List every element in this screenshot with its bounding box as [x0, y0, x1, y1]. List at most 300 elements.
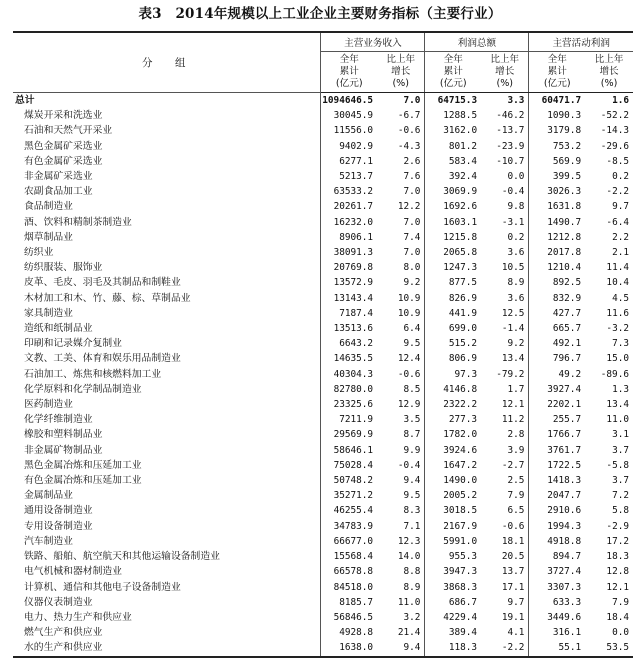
- operating-profit-growth: 9.7: [612, 201, 629, 213]
- cumulative-subheader-line: 累计: [443, 66, 463, 77]
- revenue-value: 7211.9: [321, 412, 377, 427]
- operating-profit-growth: 4.5: [612, 292, 629, 304]
- industry-name: 文教、工美、体育和娱乐用品制造业: [24, 353, 181, 365]
- profit-value: 64715.3: [425, 93, 481, 109]
- revenue-growth: 8.3: [403, 505, 421, 517]
- cumulative-subheader-line: 全年: [547, 54, 567, 65]
- operating-profit-value: 3179.8: [529, 123, 585, 138]
- revenue-value: 30045.9: [321, 108, 377, 123]
- industry-name: 化学原料和化学制品制造业: [24, 383, 142, 395]
- operating-profit-value: 316.1: [529, 625, 585, 640]
- operating-profit-growth: -2.9: [606, 520, 629, 532]
- operating-profit-value: 892.5: [529, 275, 585, 290]
- profit-value: 118.3: [425, 640, 481, 656]
- profit-growth: 20.5: [501, 551, 525, 563]
- revenue-growth: 3.5: [403, 414, 421, 426]
- operating-profit-value: 894.7: [529, 549, 585, 564]
- cumulative-subheader-line: (亿元): [543, 78, 571, 89]
- table-row: [13, 458, 633, 473]
- profit-growth: 17.1: [501, 581, 525, 593]
- revenue-growth: -0.6: [397, 125, 421, 137]
- profit-value: 1647.2: [425, 458, 481, 473]
- operating-profit-growth: 0.2: [612, 171, 629, 183]
- revenue-value: 29569.9: [321, 427, 377, 442]
- operating-profit-growth: 1.3: [612, 383, 629, 395]
- table-row: [13, 610, 633, 625]
- operating-profit-growth: 2.2: [612, 231, 629, 243]
- revenue-growth: 3.2: [403, 611, 421, 623]
- industry-name: 木材加工和木、竹、藤、棕、草制品业: [24, 292, 191, 304]
- revenue-growth: 7.0: [403, 216, 421, 228]
- profit-growth: 9.7: [507, 596, 525, 608]
- operating-profit-growth: 1.6: [612, 95, 629, 106]
- operating-profit-value: 55.1: [529, 640, 585, 656]
- operating-profit-growth: -14.3: [600, 125, 629, 137]
- revenue-growth: 8.8: [403, 566, 421, 578]
- profit-growth: 0.0: [507, 171, 525, 183]
- profit-growth: 8.9: [507, 277, 525, 289]
- profit-growth: 1.7: [507, 383, 525, 395]
- revenue-growth: 7.0: [403, 95, 421, 106]
- profit-growth: 9.8: [507, 201, 525, 213]
- operating-profit-growth: 12.1: [606, 581, 629, 593]
- operating-profit-value: 665.7: [529, 321, 585, 336]
- profit-growth: 13.4: [501, 353, 525, 365]
- industry-name: 电气机械和器材制造业: [24, 566, 122, 578]
- profit-value: 699.0: [425, 321, 481, 336]
- table-row: [13, 382, 633, 397]
- table-row: [13, 154, 633, 169]
- profit-growth: -3.1: [501, 216, 525, 228]
- profit-growth: -0.4: [501, 186, 525, 198]
- profit-value: 955.3: [425, 549, 481, 564]
- cumulative-subheader: [529, 52, 585, 93]
- profit-growth: 2.8: [507, 429, 525, 441]
- profit-growth: 18.1: [501, 535, 525, 547]
- cumulative-subheader: [321, 52, 377, 93]
- revenue-growth: 8.9: [403, 581, 421, 593]
- table-row: [13, 564, 633, 579]
- profit-value: 1692.6: [425, 199, 481, 214]
- table-row: [13, 139, 633, 154]
- table-row: [13, 503, 633, 518]
- industry-name: 橡胶和塑料制品业: [24, 429, 103, 441]
- industry-name: 仪器仪表制造业: [24, 596, 93, 608]
- operating-profit-group-header: 主营活动利润: [529, 32, 633, 52]
- table-row: [13, 640, 633, 656]
- table-row: [13, 169, 633, 184]
- revenue-growth: 11.0: [397, 596, 421, 608]
- revenue-growth: 9.9: [403, 444, 421, 456]
- profit-value: 4146.8: [425, 382, 481, 397]
- revenue-value: 20769.8: [321, 260, 377, 275]
- profit-value: 686.7: [425, 595, 481, 610]
- operating-profit-value: 2017.8: [529, 245, 585, 260]
- operating-profit-growth: 11.6: [606, 307, 629, 319]
- table-row: [13, 488, 633, 503]
- cumulative-subheader-line: (亿元): [439, 78, 467, 89]
- revenue-growth: 9.4: [377, 640, 425, 656]
- industry-name: 铁路、船舶、航空航天和其他运输设备制造业: [24, 551, 220, 563]
- table-row: [13, 580, 633, 595]
- profit-growth: 3.6: [507, 292, 525, 304]
- revenue-growth: -0.4: [397, 459, 421, 471]
- operating-profit-value: 1418.3: [529, 473, 585, 488]
- total-row: [13, 93, 633, 109]
- revenue-growth: 7.4: [403, 231, 421, 243]
- revenue-growth: 12.3: [397, 535, 421, 547]
- revenue-growth: 6.4: [403, 323, 421, 335]
- operating-profit-value: 3761.7: [529, 443, 585, 458]
- revenue-growth: 8.0: [403, 262, 421, 274]
- table-row: [13, 215, 633, 230]
- table-row: [13, 595, 633, 610]
- operating-profit-growth: 12.8: [606, 566, 629, 578]
- profit-growth: -0.6: [501, 520, 525, 532]
- operating-profit-value: 832.9: [529, 291, 585, 306]
- revenue-growth: 9.5: [403, 338, 421, 350]
- operating-profit-growth: -29.6: [600, 140, 629, 152]
- operating-profit-value: 427.7: [529, 306, 585, 321]
- profit-value: 3162.0: [425, 123, 481, 138]
- table-row: [13, 108, 633, 123]
- profit-growth: 2.5: [507, 475, 525, 487]
- revenue-value: 35271.2: [321, 488, 377, 503]
- operating-profit-value: 3927.4: [529, 382, 585, 397]
- operating-profit-growth: -6.4: [606, 216, 629, 228]
- operating-profit-value: 1490.7: [529, 215, 585, 230]
- operating-profit-growth: 7.2: [612, 490, 629, 502]
- revenue-growth: 10.9: [397, 307, 421, 319]
- revenue-growth: 14.0: [397, 551, 421, 563]
- table-row: [13, 184, 633, 199]
- revenue-growth: 12.9: [397, 399, 421, 411]
- profit-value: 3069.9: [425, 184, 481, 199]
- operating-profit-growth: 13.4: [606, 399, 629, 411]
- table-row: [13, 427, 633, 442]
- growth-subheader-line: 比上年: [594, 54, 624, 65]
- revenue-value: 16232.0: [321, 215, 377, 230]
- profit-value: 515.2: [425, 336, 481, 351]
- revenue-value: 34783.9: [321, 519, 377, 534]
- revenue-value: 1094646.5: [321, 93, 377, 109]
- profit-value: 1603.1: [425, 215, 481, 230]
- profit-value: 4229.4: [425, 610, 481, 625]
- industry-name: 石油加工、炼焦和核燃料加工业: [24, 368, 162, 380]
- profit-growth: 3.9: [507, 444, 525, 456]
- profit-growth: 6.5: [507, 505, 525, 517]
- operating-profit-growth: 18.3: [606, 551, 629, 563]
- operating-profit-growth: 2.1: [612, 247, 629, 259]
- profit-growth: 9.2: [507, 338, 525, 350]
- industry-name: 燃气生产和供应业: [24, 627, 103, 639]
- operating-profit-growth: 7.9: [612, 596, 629, 608]
- revenue-value: 8185.7: [321, 595, 377, 610]
- industry-name: 黑色金属冶炼和压延加工业: [24, 459, 142, 471]
- operating-profit-growth: 18.4: [606, 611, 629, 623]
- revenue-value: 13513.6: [321, 321, 377, 336]
- revenue-growth: 8.7: [403, 429, 421, 441]
- profit-growth: -1.4: [501, 323, 525, 335]
- industry-name: 家具制造业: [24, 307, 73, 319]
- growth-subheader-line: 比上年: [490, 54, 520, 65]
- industry-name: 造纸和纸制品业: [24, 323, 93, 335]
- industry-name: 纺织业: [24, 247, 54, 259]
- cumulative-subheader-line: 全年: [443, 54, 463, 65]
- revenue-growth: 7.0: [403, 186, 421, 198]
- profit-value: 389.4: [425, 625, 481, 640]
- profit-value: 97.3: [425, 367, 481, 382]
- table-row: [13, 275, 633, 290]
- industry-name: 农副食品加工业: [24, 186, 93, 198]
- profit-growth: -2.7: [501, 459, 525, 471]
- cumulative-subheader: [425, 52, 481, 93]
- operating-profit-value: 3026.3: [529, 184, 585, 199]
- profit-growth: 12.1: [501, 399, 525, 411]
- table-row: [13, 625, 633, 640]
- cumulative-subheader-line: 累计: [339, 66, 359, 77]
- industry-name: 非金属矿采选业: [24, 171, 93, 183]
- revenue-value: 14635.5: [321, 351, 377, 366]
- profit-value: 826.9: [425, 291, 481, 306]
- industry-name: 通用设备制造业: [24, 505, 93, 517]
- operating-profit-value: 492.1: [529, 336, 585, 351]
- profit-growth: -10.7: [496, 155, 525, 167]
- table-row: [13, 534, 633, 549]
- revenue-value: 8906.1: [321, 230, 377, 245]
- operating-profit-growth: -5.8: [606, 459, 629, 471]
- growth-subheader-line: 增长: [599, 66, 619, 77]
- revenue-value: 6643.2: [321, 336, 377, 351]
- industry-name: 汽车制造业: [24, 535, 73, 547]
- revenue-growth: -6.7: [397, 110, 421, 122]
- revenue-value: 13572.9: [321, 275, 377, 290]
- industry-name: 烟草制品业: [24, 231, 73, 243]
- table-row: [13, 336, 633, 351]
- operating-profit-value: 1631.8: [529, 199, 585, 214]
- revenue-value: 46255.4: [321, 503, 377, 518]
- table-row: [13, 321, 633, 336]
- profit-value: 392.4: [425, 169, 481, 184]
- operating-profit-growth: -52.2: [600, 110, 629, 122]
- growth-subheader-line: (%): [496, 78, 514, 89]
- table-row: [13, 367, 633, 382]
- profit-growth: 13.7: [501, 566, 525, 578]
- operating-profit-growth: 53.5: [585, 640, 633, 656]
- industry-name: 非金属矿物制品业: [24, 444, 103, 456]
- revenue-growth: 9.5: [403, 490, 421, 502]
- operating-profit-growth: -89.6: [600, 368, 629, 380]
- growth-subheader-line: 增长: [495, 66, 515, 77]
- revenue-value: 15568.4: [321, 549, 377, 564]
- table-header: [13, 32, 633, 93]
- operating-profit-growth: 10.4: [606, 277, 629, 289]
- operating-profit-value: 1212.8: [529, 230, 585, 245]
- operating-profit-value: 753.2: [529, 139, 585, 154]
- operating-profit-value: 2910.6: [529, 503, 585, 518]
- profit-value: 1782.0: [425, 427, 481, 442]
- revenue-growth: 7.6: [403, 171, 421, 183]
- revenue-value: 7187.4: [321, 306, 377, 321]
- cumulative-subheader-line: 累计: [547, 66, 567, 77]
- revenue-growth: -0.6: [397, 368, 421, 380]
- industry-name: 有色金属矿采选业: [24, 155, 103, 167]
- profit-value: 801.2: [425, 139, 481, 154]
- revenue-value: 6277.1: [321, 154, 377, 169]
- profit-value: 1490.0: [425, 473, 481, 488]
- table-row: [13, 306, 633, 321]
- table-row: [13, 519, 633, 534]
- operating-profit-value: 569.9: [529, 154, 585, 169]
- revenue-value: 11556.0: [321, 123, 377, 138]
- revenue-growth: 21.4: [397, 627, 421, 639]
- operating-profit-value: 1090.3: [529, 108, 585, 123]
- operating-profit-value: 3727.4: [529, 564, 585, 579]
- profit-value: 3868.3: [425, 580, 481, 595]
- industry-name: 有色金属冶炼和压延加工业: [24, 475, 142, 487]
- revenue-value: 58646.1: [321, 443, 377, 458]
- profit-value: 277.3: [425, 412, 481, 427]
- cumulative-subheader-line: (亿元): [335, 78, 363, 89]
- operating-profit-growth: 3.1: [612, 429, 629, 441]
- operating-profit-growth: 7.3: [612, 338, 629, 350]
- operating-profit-growth: 3.7: [612, 444, 629, 456]
- table-row: [13, 351, 633, 366]
- revenue-growth: -4.3: [397, 140, 421, 152]
- industry-name: 食品制造业: [24, 201, 73, 213]
- profit-value: 1288.5: [425, 108, 481, 123]
- operating-profit-growth: 3.7: [612, 475, 629, 487]
- profit-growth: 4.1: [507, 627, 525, 639]
- revenue-growth: 10.9: [397, 292, 421, 304]
- financial-indicators-table: [13, 31, 633, 658]
- profit-value: 2322.2: [425, 397, 481, 412]
- operating-profit-growth: 5.8: [612, 505, 629, 517]
- growth-subheader-line: 比上年: [386, 54, 416, 65]
- profit-growth: 0.2: [507, 231, 525, 243]
- revenue-value: 82780.0: [321, 382, 377, 397]
- revenue-value: 75028.4: [321, 458, 377, 473]
- revenue-value: 9402.9: [321, 139, 377, 154]
- profit-growth: 10.5: [501, 262, 525, 274]
- table-body: [13, 93, 633, 657]
- profit-value: 2065.8: [425, 245, 481, 260]
- revenue-growth: 2.6: [403, 155, 421, 167]
- table-row: [13, 199, 633, 214]
- revenue-value: 5213.7: [321, 169, 377, 184]
- operating-profit-value: 1210.4: [529, 260, 585, 275]
- industry-name: 印刷和记录媒介复制业: [24, 338, 122, 350]
- profit-value: 1247.3: [425, 260, 481, 275]
- operating-profit-value: 1766.7: [529, 427, 585, 442]
- revenue-value: 13143.4: [321, 291, 377, 306]
- table-row: [13, 443, 633, 458]
- industry-name: 总计: [15, 95, 35, 106]
- growth-subheader: [481, 52, 529, 93]
- industry-name: 纺织服装、服饰业: [24, 262, 103, 274]
- cumulative-subheader-line: 全年: [339, 54, 359, 65]
- revenue-value: 23325.6: [321, 397, 377, 412]
- profit-growth: 19.1: [501, 611, 525, 623]
- table-row: [13, 412, 633, 427]
- operating-profit-growth: -8.5: [606, 155, 629, 167]
- industry-name: 酒、饮料和精制茶制造业: [24, 216, 132, 228]
- operating-profit-value: 3307.3: [529, 580, 585, 595]
- table-row: [13, 473, 633, 488]
- table-row: [13, 397, 633, 412]
- operating-profit-growth: 15.0: [606, 353, 629, 365]
- revenue-growth: 9.4: [403, 475, 421, 487]
- profit-growth: -79.2: [496, 368, 525, 380]
- growth-subheader-line: (%): [600, 78, 618, 89]
- operating-profit-growth: -2.2: [606, 186, 629, 198]
- revenue-growth: 7.0: [403, 247, 421, 259]
- profit-value: 3018.5: [425, 503, 481, 518]
- table-row: [13, 260, 633, 275]
- profit-growth: 3.3: [507, 95, 525, 106]
- operating-profit-value: 4918.8: [529, 534, 585, 549]
- industry-name: 化学纤维制造业: [24, 414, 93, 426]
- profit-value: 1215.8: [425, 230, 481, 245]
- operating-profit-value: 399.5: [529, 169, 585, 184]
- revenue-growth: 9.2: [403, 277, 421, 289]
- operating-profit-value: 633.3: [529, 595, 585, 610]
- revenue-growth: 8.5: [403, 383, 421, 395]
- table-title: 表3 2014年规模以上工业企业主要财务指标（主要行业）: [138, 6, 502, 22]
- profit-growth: 3.6: [507, 247, 525, 259]
- revenue-value: 4928.8: [321, 625, 377, 640]
- revenue-value: 1638.0: [321, 640, 377, 656]
- profit-growth: -46.2: [496, 110, 525, 122]
- profit-growth: 7.9: [507, 490, 525, 502]
- profit-value: 3924.6: [425, 443, 481, 458]
- revenue-group-header: 主营业务收入: [321, 32, 425, 52]
- revenue-growth: 12.4: [397, 353, 421, 365]
- profit-group-header: 利润总额: [425, 32, 529, 52]
- revenue-value: 66677.0: [321, 534, 377, 549]
- revenue-value: 66578.8: [321, 564, 377, 579]
- industry-name: 石油和天然气开采业: [24, 125, 113, 137]
- operating-profit-value: 796.7: [529, 351, 585, 366]
- growth-subheader: [585, 52, 633, 93]
- profit-value: 3947.3: [425, 564, 481, 579]
- industry-name: 电力、热力生产和供应业: [24, 611, 132, 623]
- operating-profit-value: 1722.5: [529, 458, 585, 473]
- profit-growth: -2.2: [481, 640, 529, 656]
- profit-growth: 11.2: [501, 414, 525, 426]
- profit-growth: -13.7: [496, 125, 525, 137]
- revenue-value: 63533.2: [321, 184, 377, 199]
- profit-value: 5991.0: [425, 534, 481, 549]
- operating-profit-value: 3449.6: [529, 610, 585, 625]
- industry-name: 专用设备制造业: [24, 520, 93, 532]
- table-row: [13, 291, 633, 306]
- revenue-value: 38091.3: [321, 245, 377, 260]
- operating-profit-value: 60471.7: [529, 93, 585, 109]
- revenue-value: 50748.2: [321, 473, 377, 488]
- operating-profit-value: 1994.3: [529, 519, 585, 534]
- profit-growth: -23.9: [496, 140, 525, 152]
- operating-profit-value: 255.7: [529, 412, 585, 427]
- profit-value: 2167.9: [425, 519, 481, 534]
- operating-profit-growth: 11.0: [606, 414, 629, 426]
- profit-value: 877.5: [425, 275, 481, 290]
- table-row: [13, 230, 633, 245]
- operating-profit-growth: 0.0: [612, 627, 629, 639]
- profit-growth: 12.5: [501, 307, 525, 319]
- revenue-value: 40304.3: [321, 367, 377, 382]
- industry-name: 金属制品业: [24, 490, 73, 502]
